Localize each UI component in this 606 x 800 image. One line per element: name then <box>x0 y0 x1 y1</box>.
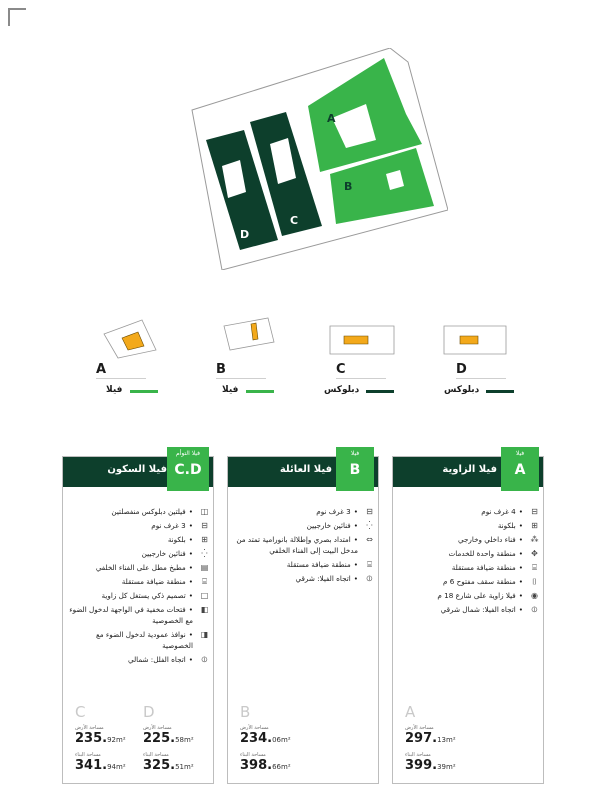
card-tag-caption: فيلا التوأم <box>176 450 200 457</box>
feature-list <box>397 505 539 617</box>
ceiling-icon: ⌷ <box>532 577 537 586</box>
feature-item: ⦶ •اتجاه الفيلا: شرقي <box>295 574 373 583</box>
compass-icon: ⦶ <box>201 655 208 664</box>
lot-b-label: B <box>344 180 353 193</box>
panorama-icon: ⇔ <box>366 535 373 544</box>
built-area-value: 341.94m² <box>75 758 126 773</box>
card-title: فيلا السكون <box>107 464 167 475</box>
feature-item: ◨ •نوافذ عمودية لدخول الضوء مع الخصوصية <box>95 630 209 650</box>
feature-list <box>67 505 209 667</box>
mini-plot-b <box>190 312 300 362</box>
guest-area-icon: ⌸ <box>532 563 537 572</box>
legend-divider <box>216 378 266 379</box>
area-letter: A <box>405 703 416 721</box>
site-plan-drawing <box>186 48 448 270</box>
land-area-label: مساحة الأرض <box>75 725 104 731</box>
built-area-value: 325.51m² <box>143 758 194 773</box>
feature-item: ⁛ •فنائين خارجيين <box>306 521 373 530</box>
hidden-openings-icon: ◧ <box>200 605 209 614</box>
feature-item: ▤ •مطبخ مطل على الفناء الخلفي <box>95 563 209 572</box>
site-plan <box>186 48 448 270</box>
area-column-b <box>240 703 306 775</box>
legend-divider <box>456 378 506 379</box>
land-area-label: مساحة الأرض <box>240 725 269 731</box>
compass-icon: ⦶ <box>366 574 373 583</box>
card-title: فيلا الزاوية <box>442 464 497 475</box>
feature-item: ✥ •منطقة واحدة للخدمات <box>448 549 538 558</box>
legend-item-c <box>310 312 420 402</box>
courtyard-icon: ⁛ <box>366 521 373 530</box>
legend-divider <box>336 378 386 379</box>
area-letter: D <box>143 703 155 721</box>
card-tag-code: C.D <box>174 462 202 478</box>
card-tag-caption: فيلا <box>350 450 360 457</box>
lot-d-label: D <box>240 228 250 241</box>
land-area-value: 234.06m² <box>240 731 291 746</box>
villa-card-a <box>392 450 544 784</box>
corner-mark <box>8 8 26 26</box>
compass-icon: ⦶ <box>531 605 538 614</box>
legend-item-b <box>190 312 300 402</box>
courtyard-icon: ⁛ <box>201 549 208 558</box>
mini-plot-a <box>70 312 180 362</box>
villa-legend <box>70 312 540 402</box>
built-area-label: مساحة البناء <box>405 752 431 758</box>
legend-kind-b: فيلا <box>222 385 239 395</box>
land-area-label: مساحة الأرض <box>143 725 172 731</box>
feature-item: ◫ •فيلتين دبلوكس منفصلتين <box>111 507 209 516</box>
card-title: فيلا العائلة <box>279 464 332 475</box>
area-letter: C <box>75 703 86 721</box>
card-tag-code: B <box>349 462 361 478</box>
legend-swatch-b <box>246 390 274 393</box>
legend-swatch-d <box>486 390 514 393</box>
lot-c-label: C <box>290 214 299 227</box>
card-tag <box>336 447 374 491</box>
duplex-icon: ◫ <box>200 507 209 516</box>
legend-letter-d: D <box>456 362 467 377</box>
feature-item: ⊞ •بلكونة <box>167 535 208 544</box>
legend-kind-d: دبلوكس <box>444 385 480 395</box>
area-column-c <box>75 703 141 775</box>
legend-letter-a: A <box>96 362 107 377</box>
legend-kind-c: دبلوكس <box>324 385 360 395</box>
legend-item-a <box>70 312 180 402</box>
legend-swatch-c <box>366 390 394 393</box>
courtyard-icon: ⁂ <box>530 535 539 544</box>
legend-divider <box>96 378 146 379</box>
legend-letter-b: B <box>216 362 226 377</box>
area-column-d <box>143 703 209 775</box>
feature-item: ⊟ •4 غرف نوم <box>481 507 538 516</box>
feature-item: ⇔ •امتداد بصري وإطلالة بانورامية تمتد من مدخل البيت إلى الفناء الخلفي <box>236 535 373 555</box>
feature-list <box>232 505 374 586</box>
corner-design-icon: □ <box>200 591 209 600</box>
feature-item: ⁂ •فناء داخلي وخارجي <box>457 535 539 544</box>
mini-plot-c <box>310 312 420 362</box>
legend-item-d <box>430 312 540 402</box>
feature-item: ⁛ •فنائين خارجيين <box>141 549 208 558</box>
area-letter: B <box>240 703 251 721</box>
built-area-value: 398.66m² <box>240 758 291 773</box>
land-area-value: 235.92m² <box>75 731 126 746</box>
feature-item: ◉ •فيلا زاوية على شارع 18 م <box>437 591 538 600</box>
balcony-icon: ⊞ <box>201 535 208 544</box>
card-tag-caption: فيلا <box>515 450 525 457</box>
guest-area-icon: ⌸ <box>367 560 372 569</box>
feature-item: ⊟ •3 غرف نوم <box>316 507 373 516</box>
kitchen-icon: ▤ <box>200 563 209 572</box>
mini-plot-d <box>430 312 540 362</box>
vertical-windows-icon: ◨ <box>200 630 209 639</box>
bed-icon: ⊟ <box>201 521 208 530</box>
area-column-a <box>405 703 471 775</box>
feature-item: □ •تصميم ذكي يستغل كل زاوية <box>101 591 209 600</box>
balcony-icon: ⊞ <box>531 521 538 530</box>
card-tag <box>167 447 209 491</box>
feature-item: ⌸ •منطقة ضيافة مستقلة <box>397 561 539 575</box>
built-area-label: مساحة البناء <box>240 752 266 758</box>
built-area-label: مساحة البناء <box>143 752 169 758</box>
villa-card-b <box>227 450 379 784</box>
bed-icon: ⊟ <box>366 507 373 516</box>
feature-item: ⌸ •منطقة ضيافة مستقلة <box>67 575 209 589</box>
card-tag-code: A <box>514 462 526 478</box>
bed-icon: ⊟ <box>531 507 538 516</box>
feature-item: ⦶ •اتجاه الفلل: شمالي <box>127 655 208 664</box>
legend-swatch-a <box>130 390 158 393</box>
land-area-label: مساحة الأرض <box>405 725 434 731</box>
legend-letter-c: C <box>336 362 346 377</box>
lot-a-label: A <box>327 112 336 125</box>
guest-area-icon: ⌸ <box>202 577 207 586</box>
feature-item: ⌸ •منطقة ضيافة مستقلة <box>232 558 374 572</box>
legend-kind-a: فيلا <box>106 385 123 395</box>
built-area-value: 399.39m² <box>405 758 456 773</box>
card-tag <box>501 447 539 491</box>
land-area-value: 225.58m² <box>143 731 194 746</box>
villa-card-cd <box>62 450 214 784</box>
feature-item: ⊟ •3 غرف نوم <box>151 521 208 530</box>
built-area-label: مساحة البناء <box>75 752 101 758</box>
feature-item: ⌷ •منطقة سقف مفتوح 6 م <box>397 575 539 589</box>
service-area-icon: ✥ <box>531 549 538 558</box>
street-icon: ◉ <box>531 591 538 600</box>
feature-item: ⊞ •بلكونة <box>497 521 538 530</box>
land-area-value: 297.13m² <box>405 731 456 746</box>
feature-item: ⦶ •اتجاه الفيلا: شمال شرقي <box>440 605 538 614</box>
feature-item: ◧ •فتحات مخفية في الواجهة لدخول الضوء مع الخصوصية <box>69 605 209 625</box>
